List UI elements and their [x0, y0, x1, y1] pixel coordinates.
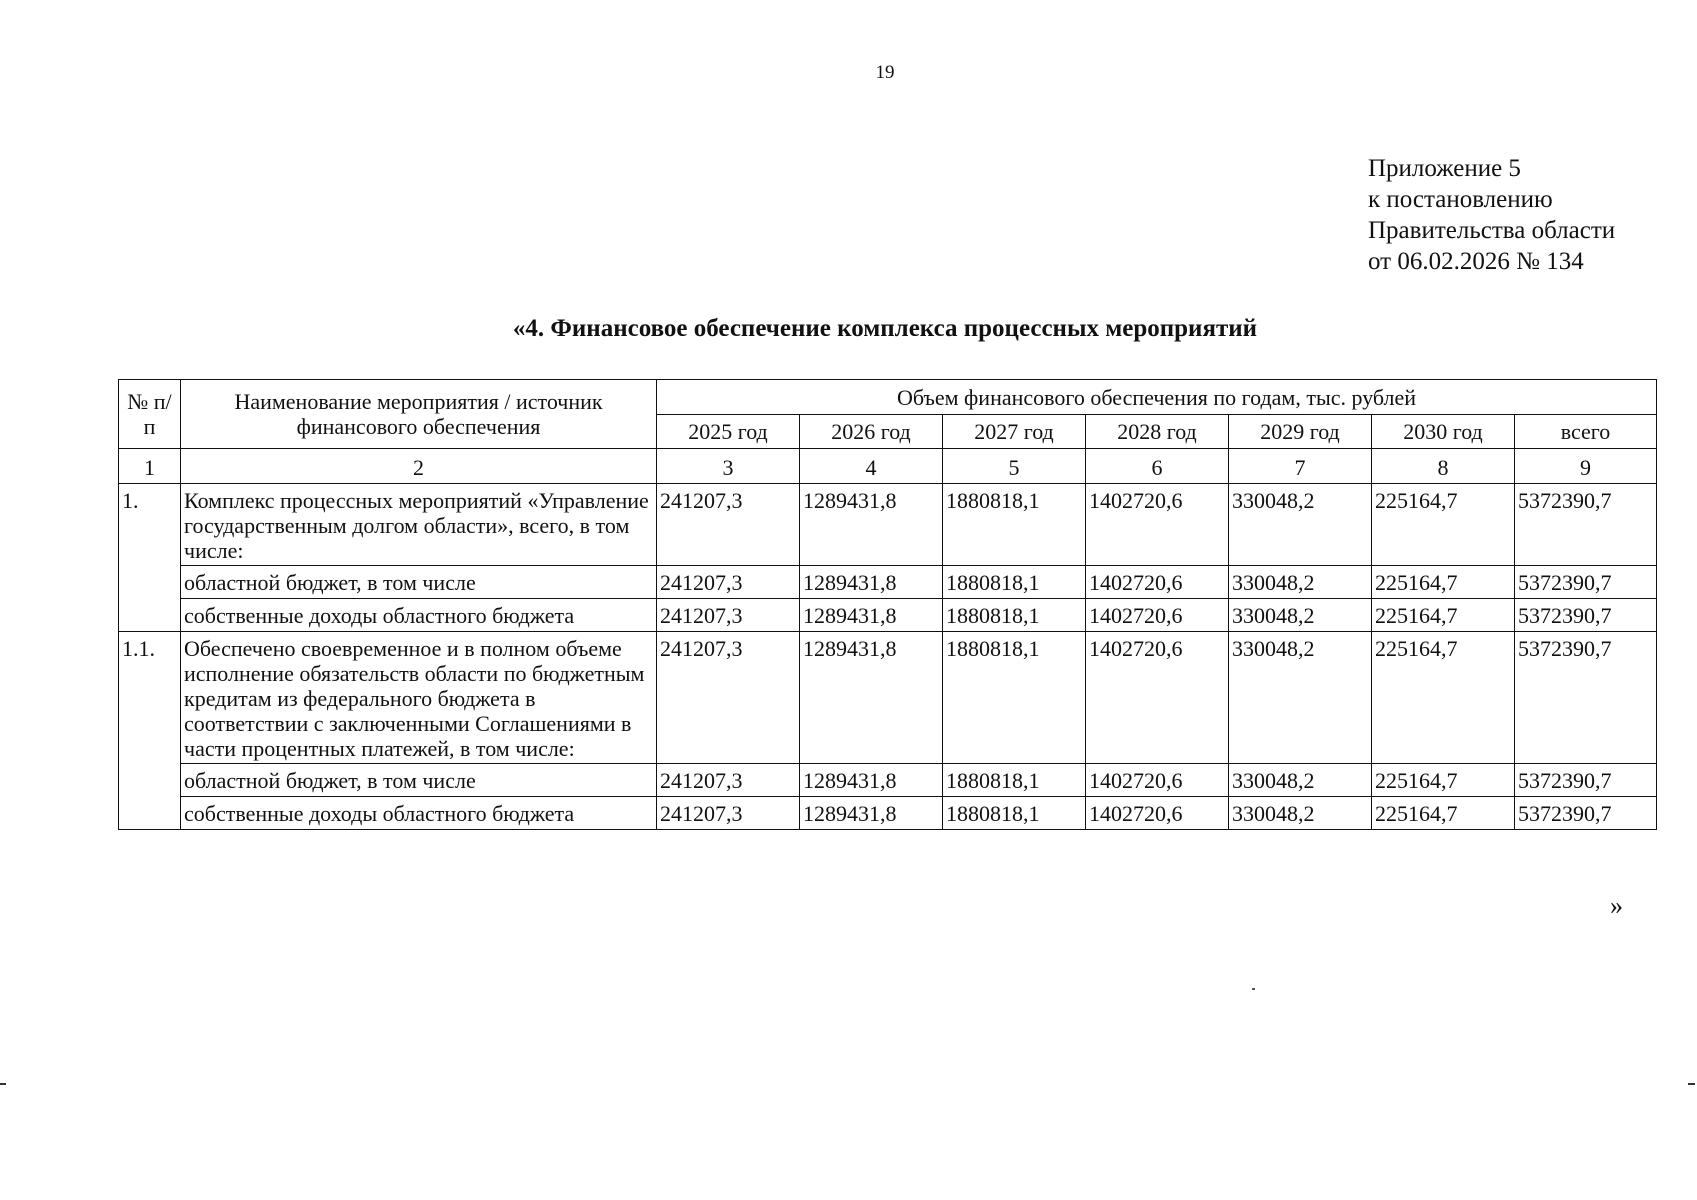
table-row [119, 764, 1657, 797]
row-value: 225164,7 [1372, 599, 1515, 632]
header-volume: Объем финансового обеспечения по годам, тыс. рублей [657, 380, 1657, 415]
row-total: 5372390,7 [1515, 764, 1657, 797]
column-number: 2 [181, 449, 657, 484]
page-number: 19 [875, 62, 895, 83]
row-value: 1880818,1 [943, 484, 1086, 566]
row-value: 225164,7 [1372, 566, 1515, 599]
row-name: собственные доходы областного бюджета [181, 599, 657, 632]
table-row [119, 632, 1657, 764]
row-value: 225164,7 [1372, 764, 1515, 797]
row-total: 5372390,7 [1515, 632, 1657, 764]
row-value: 1880818,1 [943, 599, 1086, 632]
column-number: 7 [1229, 449, 1372, 484]
row-value: 1880818,1 [943, 764, 1086, 797]
row-value: 330048,2 [1229, 566, 1372, 599]
row-value: 1402720,6 [1086, 797, 1229, 830]
row-value: 225164,7 [1372, 632, 1515, 764]
margin-mark-left [0, 1083, 6, 1085]
row-value: 241207,3 [657, 599, 800, 632]
row-value: 1402720,6 [1086, 632, 1229, 764]
row-value: 330048,2 [1229, 484, 1372, 566]
row-value: 1289431,8 [800, 484, 943, 566]
table-row [119, 599, 1657, 632]
row-value: 1880818,1 [943, 797, 1086, 830]
row-value: 241207,3 [657, 764, 800, 797]
column-number: 4 [800, 449, 943, 484]
column-number: 9 [1515, 449, 1657, 484]
row-value: 1289431,8 [800, 632, 943, 764]
row-value: 1402720,6 [1086, 599, 1229, 632]
row-value: 241207,3 [657, 484, 800, 566]
appendix-line: к постановлению [1368, 186, 1553, 213]
table-row [119, 566, 1657, 599]
column-number: 5 [943, 449, 1086, 484]
header-total: всего [1515, 415, 1657, 449]
header-year: 2025 год [657, 415, 800, 449]
financing-table [118, 379, 1657, 830]
row-value: 241207,3 [657, 797, 800, 830]
row-total: 5372390,7 [1515, 484, 1657, 566]
row-value: 330048,2 [1229, 632, 1372, 764]
row-value: 1289431,8 [800, 764, 943, 797]
row-value: 1289431,8 [800, 599, 943, 632]
row-name: Комплекс процессных мероприятий «Управление государственным долгом области», всего, в том числе: [181, 484, 657, 566]
row-value: 330048,2 [1229, 764, 1372, 797]
header-year: 2026 год [800, 415, 943, 449]
appendix-line: Правительства области [1368, 217, 1616, 244]
row-name: областной бюджет, в том числе [181, 764, 657, 797]
row-value: 1402720,6 [1086, 764, 1229, 797]
scan-dot [1252, 988, 1255, 990]
row-value: 1289431,8 [800, 566, 943, 599]
row-number: 1.1. [119, 632, 181, 830]
header-name: Наименование мероприятия / источник финансового обеспечения [181, 380, 657, 449]
appendix-line: от 06.02.2026 № 134 [1368, 248, 1584, 275]
row-value: 225164,7 [1372, 797, 1515, 830]
header-year: 2030 год [1372, 415, 1515, 449]
table-row [119, 797, 1657, 830]
row-number: 1. [119, 484, 181, 632]
row-value: 225164,7 [1372, 484, 1515, 566]
table-row [119, 484, 1657, 566]
document-title: «4. Финансовое обеспечение комплекса процессных мероприятий [512, 315, 1258, 342]
header-year: 2029 год [1229, 415, 1372, 449]
row-value: 330048,2 [1229, 797, 1372, 830]
appendix-block [1368, 153, 1615, 277]
column-number: 6 [1086, 449, 1229, 484]
row-value: 1402720,6 [1086, 484, 1229, 566]
row-name: Обеспечено своевременное и в полном объеме исполнение обязательств области по бюджетным кредитам из федерального бюджета в соответствии с заключенными Соглашениями в части процентных платежей, в том числе: [181, 632, 657, 764]
column-number: 1 [119, 449, 181, 484]
row-total: 5372390,7 [1515, 599, 1657, 632]
row-name: собственные доходы областного бюджета [181, 797, 657, 830]
appendix-line: Приложение 5 [1368, 155, 1521, 182]
margin-mark-right [1688, 1083, 1695, 1085]
column-number: 8 [1372, 449, 1515, 484]
closing-quote: » [1610, 891, 1623, 920]
row-value: 241207,3 [657, 566, 800, 599]
row-value: 1880818,1 [943, 566, 1086, 599]
row-value: 241207,3 [657, 632, 800, 764]
header-num: № п/п [119, 380, 181, 449]
row-value: 1880818,1 [943, 632, 1086, 764]
row-total: 5372390,7 [1515, 797, 1657, 830]
row-name: областной бюджет, в том числе [181, 566, 657, 599]
row-total: 5372390,7 [1515, 566, 1657, 599]
row-value: 1289431,8 [800, 797, 943, 830]
header-year: 2028 год [1086, 415, 1229, 449]
header-year: 2027 год [943, 415, 1086, 449]
row-value: 330048,2 [1229, 599, 1372, 632]
row-value: 1402720,6 [1086, 566, 1229, 599]
column-number: 3 [657, 449, 800, 484]
